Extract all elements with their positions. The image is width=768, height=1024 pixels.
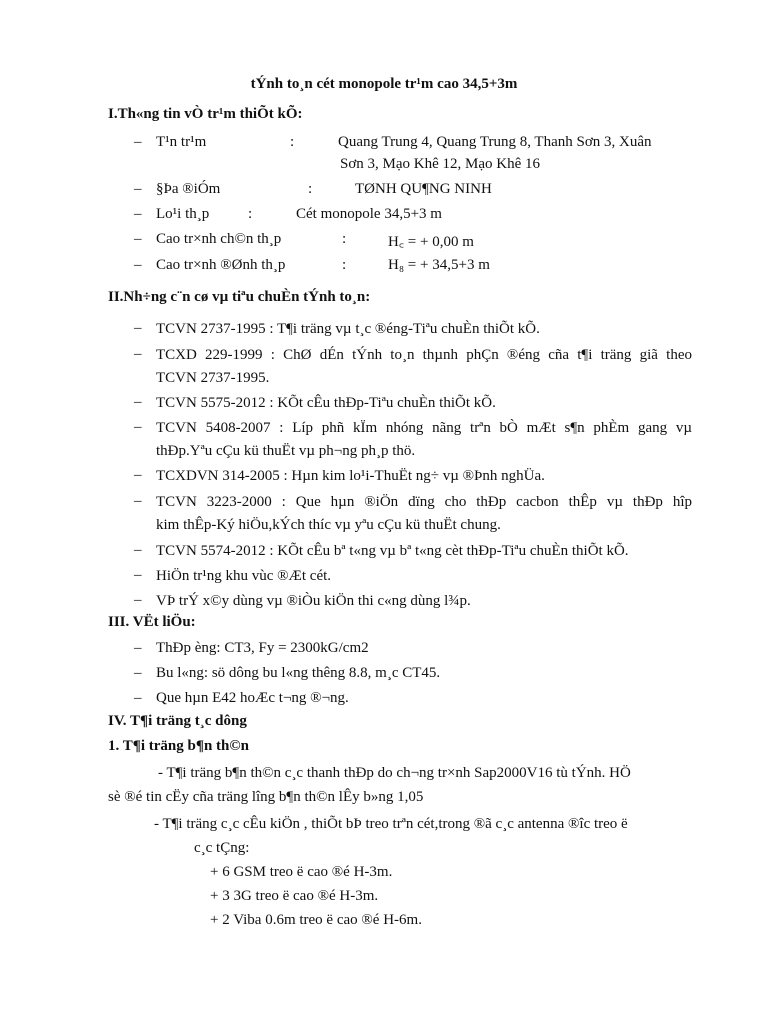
info-sep: : bbox=[342, 231, 347, 247]
dash-marker: – bbox=[134, 665, 142, 681]
dash-marker: – bbox=[134, 346, 142, 362]
standard-text: TCXDVN 314-2005 : Hµn kim lo¹i-ThuËt ng÷ vµ ®Þnh nghÜa. bbox=[156, 468, 545, 484]
equipment-load-paragraph: - T¶i träng c¸c cÊu kiÖn , thiÕt bÞ treo trªn cét,trong ®ã c¸c antenna ®îc treo ë bbox=[154, 816, 628, 832]
section-2-heading: II.Nh÷ng c¨n cø vµ tiªu chuÈn tÝnh to¸n: bbox=[108, 289, 371, 305]
dash-marker: – bbox=[134, 567, 142, 583]
standard-text: TCVN 5408-2007 : Líp phñ kÏm nhóng nãng trªn bÒ mÆt s¶n phÈm gang vµ bbox=[156, 420, 692, 436]
section-1-heading: I.Th«ng tin vÒ tr¹m thiÕt kÕ: bbox=[108, 106, 303, 122]
dash-marker: – bbox=[134, 542, 142, 558]
antenna-list-item: + 2 Viba 0.6m treo ë cao ®é H-6m. bbox=[210, 912, 422, 928]
self-weight-paragraph-cont: sè ®é tin cËy cña träng lîng b¶n th©n lÊy b»ng 1,05 bbox=[108, 789, 424, 805]
standard-text: HiÖn tr¹ng khu vùc ®Æt cét. bbox=[156, 568, 332, 584]
standard-text-cont: thÐp.Yªu cÇu kü thuËt vµ ph¬ng ph¸p thö. bbox=[156, 443, 416, 459]
standard-text: TCVN 3223-2000 : Que hµn ®iÖn dïng cho thÐp cacbon thÊp vµ thÐp hîp bbox=[156, 494, 692, 510]
info-value: Cét monopole 34,5+3 m bbox=[296, 206, 442, 222]
dash-marker: – bbox=[134, 181, 142, 197]
subsection-1-heading: 1. T¶i träng b¶n th©n bbox=[108, 738, 249, 754]
info-label: Lo¹i th¸p bbox=[156, 206, 210, 222]
info-sep: : bbox=[308, 181, 313, 197]
section-4-heading: IV. T¶i träng t¸c dông bbox=[108, 713, 247, 729]
section-3-heading: III. VËt liÖu: bbox=[108, 614, 196, 630]
dash-marker: – bbox=[134, 257, 142, 273]
info-sep: : bbox=[290, 134, 295, 150]
self-weight-paragraph: - T¶i träng b¶n th©n c¸c thanh thÐp do ch¬ng tr×nh Sap2000V16 tù tÝnh. HÖ bbox=[158, 765, 631, 781]
dash-marker: – bbox=[134, 206, 142, 222]
info-label: Cao tr×nh ch©n th¸p bbox=[156, 231, 282, 247]
dash-marker: – bbox=[134, 493, 142, 509]
info-value: H꜀ = + 0,00 m bbox=[388, 234, 474, 250]
equipment-load-paragraph-cont: c¸c tÇng: bbox=[194, 840, 250, 856]
standard-text: TCVN 5574-2012 : KÕt cÊu bª t«ng vµ bª t«ng cèt thÐp-Tiªu chuÈn thiÕt kÕ. bbox=[156, 543, 629, 559]
info-value: TØNH QU¶NG NINH bbox=[355, 181, 492, 197]
dash-marker: – bbox=[134, 640, 142, 656]
info-sep: : bbox=[248, 206, 253, 222]
standard-text: TCVN 5575-2012 : KÕt cÊu thÐp-Tiªu chuÈn thiÕt kÕ. bbox=[156, 395, 496, 411]
material-text: Que hµn E42 hoÆc t¬ng ®¬ng. bbox=[156, 690, 349, 706]
dash-marker: – bbox=[134, 394, 142, 410]
page-title: tÝnh to¸n cét monopole tr¹m cao 34,5+3m bbox=[250, 76, 518, 92]
standard-text-cont: kim thÊp-Ký hiÖu,kÝch thíc vµ yªu cÇu kü thuËt chung. bbox=[156, 517, 501, 533]
dash-marker: – bbox=[134, 134, 142, 150]
info-label: T¹n tr¹m bbox=[156, 134, 207, 150]
info-value: Quang Trung 4, Quang Trung 8, Thanh Sơn 3, Xuân bbox=[338, 134, 652, 150]
material-text: ThÐp èng: CT3, Fy = 2300kG/cm2 bbox=[156, 640, 369, 656]
dash-marker: – bbox=[134, 690, 142, 706]
standard-text: TCVN 2737-1995 : T¶i träng vµ t¸c ®éng-Tiªu chuÈn thiÕt kÕ. bbox=[156, 321, 540, 337]
dash-marker: – bbox=[134, 467, 142, 483]
standard-text-cont: TCVN 2737-1995. bbox=[156, 370, 270, 386]
standard-text: TCXD 229-1999 : ChØ dÉn tÝnh to¸n thµnh phÇn ®éng cña t¶i träng giã theo bbox=[156, 347, 692, 363]
dash-marker: – bbox=[134, 320, 142, 336]
info-value: H₈ = + 34,5+3 m bbox=[388, 257, 490, 273]
dash-marker: – bbox=[134, 419, 142, 435]
dash-marker: – bbox=[134, 231, 142, 247]
antenna-list-item: + 3 3G treo ë cao ®é H-3m. bbox=[210, 888, 379, 904]
info-value-cont: Sơn 3, Mạo Khê 12, Mạo Khê 16 bbox=[340, 156, 540, 172]
info-sep: : bbox=[342, 257, 347, 273]
dash-marker: – bbox=[134, 592, 142, 608]
info-label: Cao tr×nh ®Ønh th¸p bbox=[156, 257, 286, 273]
material-text: Bu l«ng: sö dông bu l«ng thêng 8.8, m¸c CT45. bbox=[156, 665, 441, 681]
standard-text: VÞ trÝ x©y dùng vµ ®iÒu kiÖn thi c«ng dùng l¾p. bbox=[156, 593, 471, 609]
info-label: §Þa ®iÓm bbox=[156, 181, 221, 197]
antenna-list-item: + 6 GSM treo ë cao ®é H-3m. bbox=[210, 864, 393, 880]
